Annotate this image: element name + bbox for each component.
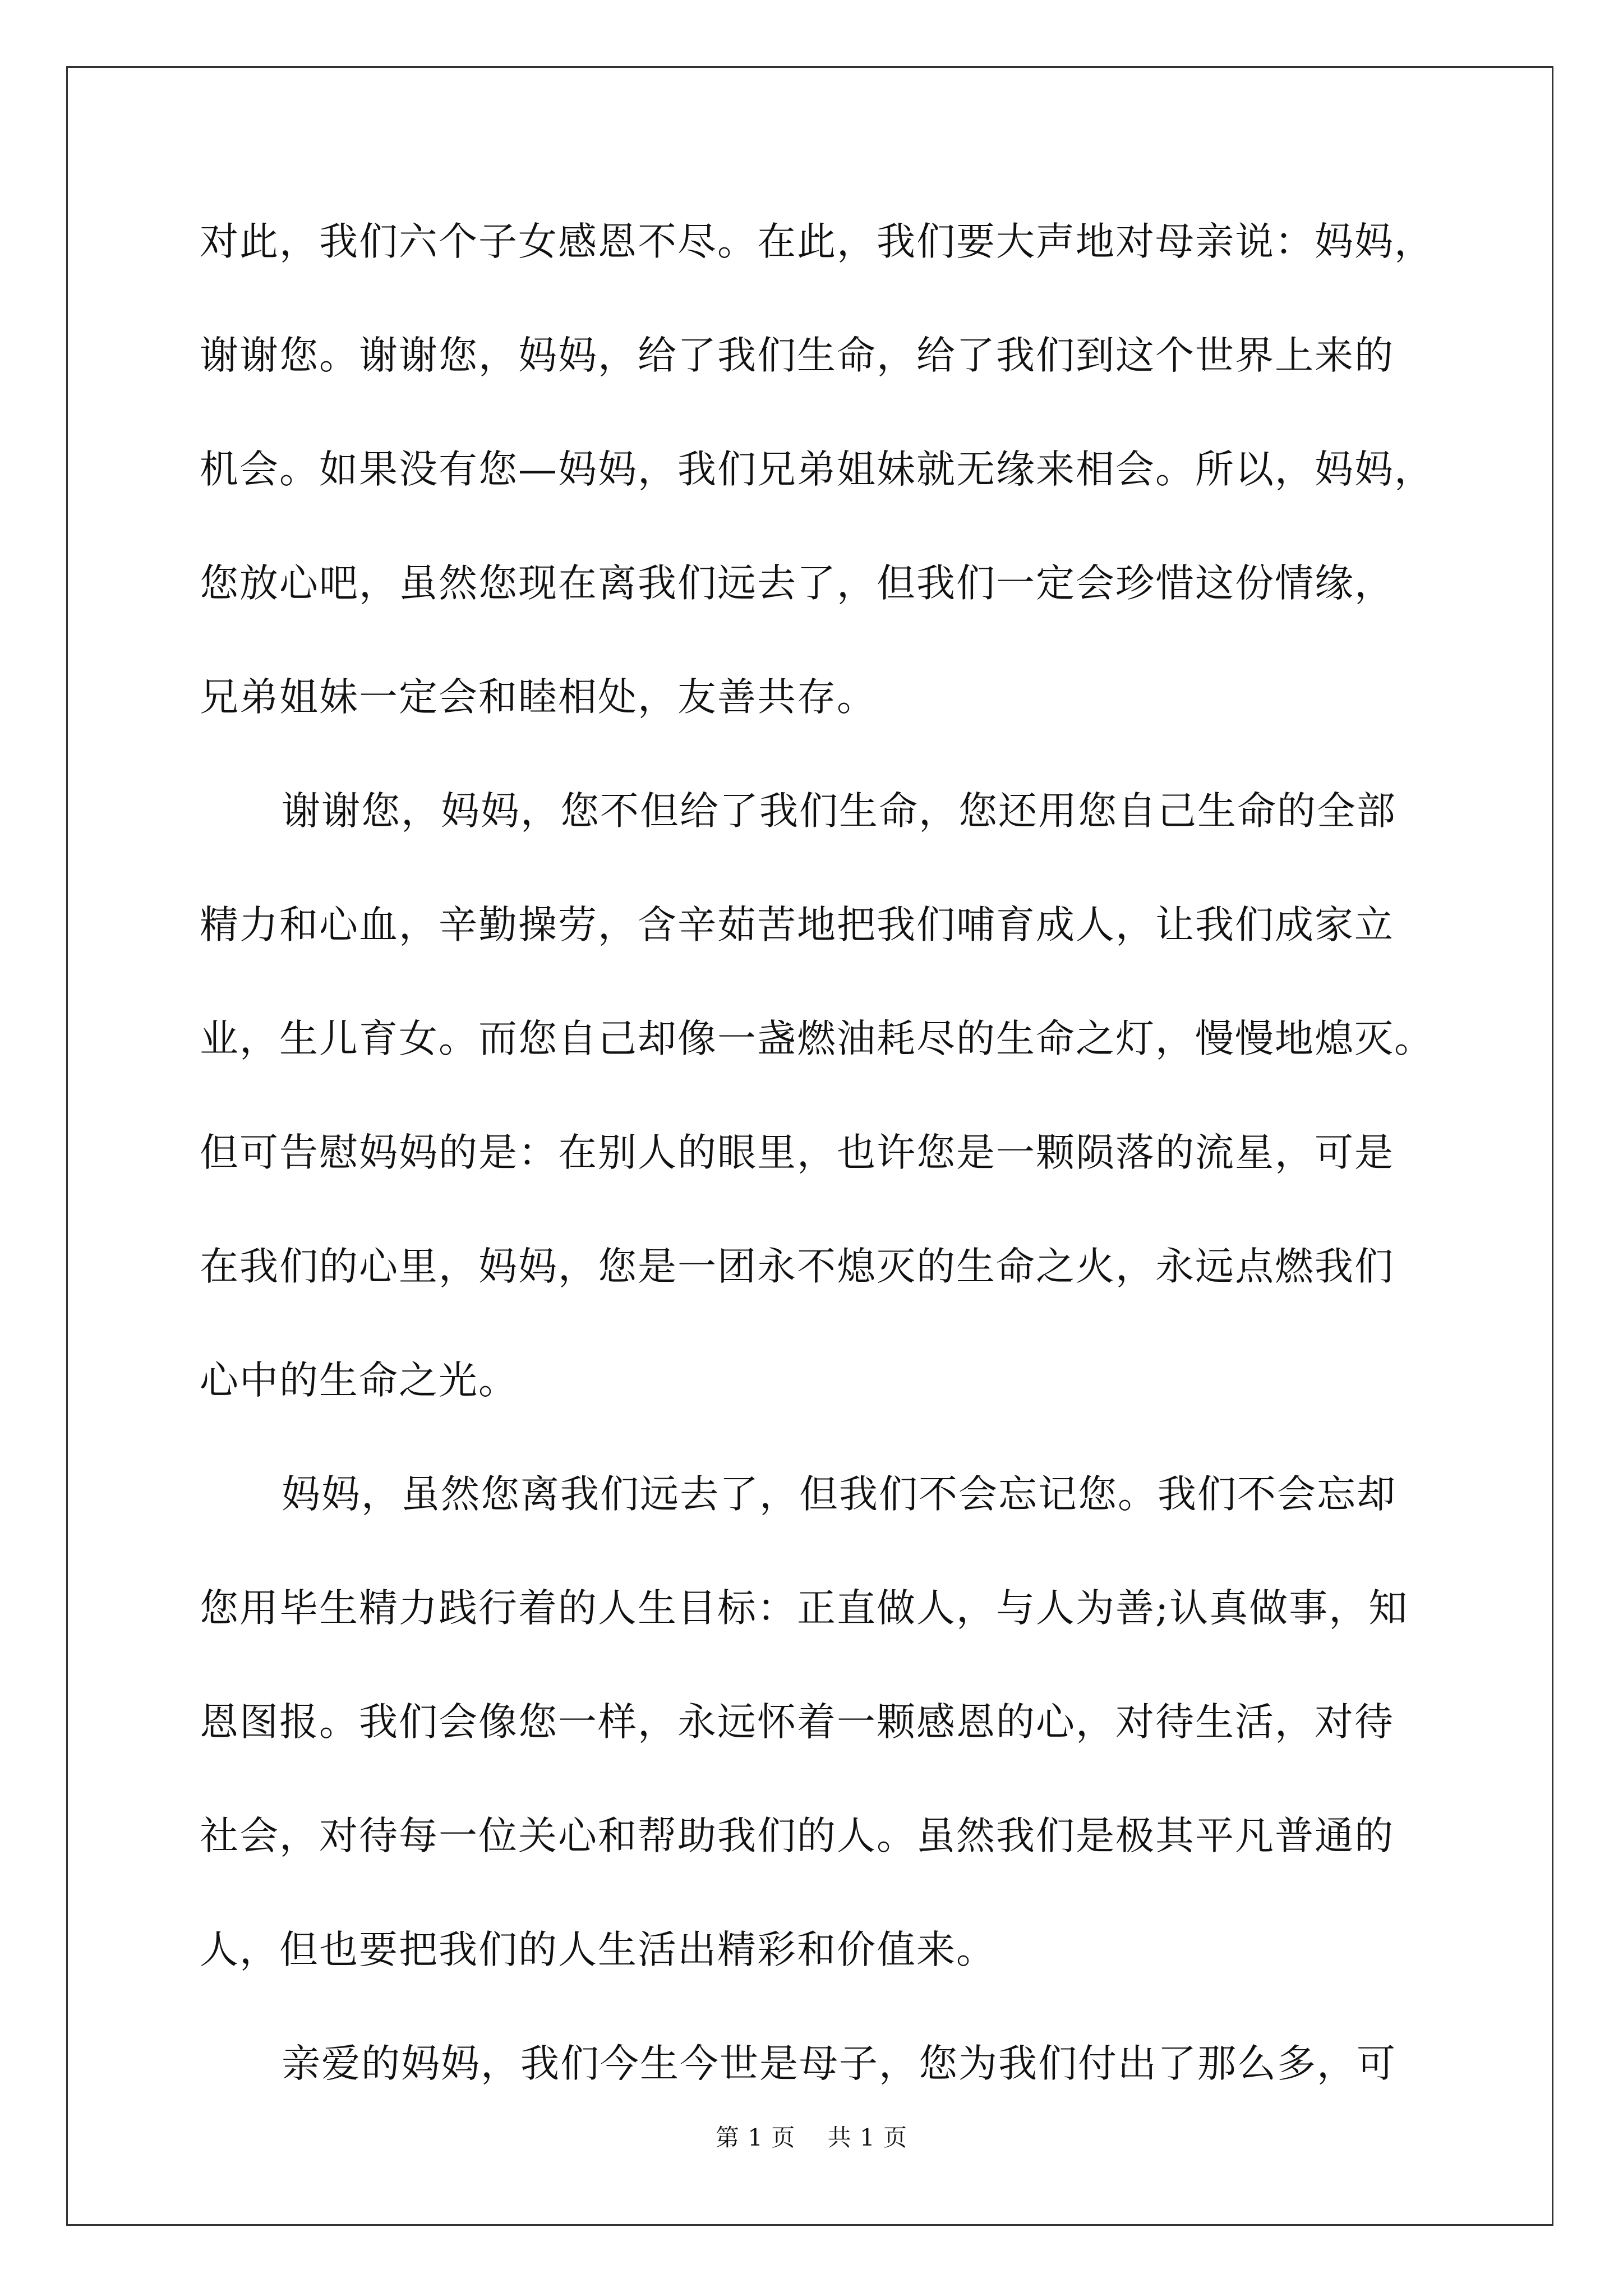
text-line: 人，但也要把我们的人生活出精彩和价值来。 (200, 1927, 996, 1972)
text-line: 业，生儿育女。而您自己却像一盏燃油耗尽的生命之灯，慢慢地熄灭。 (200, 1016, 1434, 1061)
text-line: 您用毕生精力践行着的人生目标：正直做人，与人为善;认真做事，知 (200, 1586, 1409, 1631)
text-line: 但可告慰妈妈的是：在别人的眼里，也许您是一颗陨落的流星，可是 (200, 1130, 1394, 1175)
text-line: 亲爱的妈妈，我们今生今世是母子，您为我们付出了那么多，可 (282, 2041, 1396, 2086)
text-line: 恩图报。我们会像您一样，永远怀着一颗感恩的心，对待生活，对待 (200, 1700, 1394, 1745)
text-line: 心中的生命之光。 (200, 1358, 518, 1403)
paragraph (200, 754, 1456, 1438)
text-line: 谢谢您，妈妈，您不但给了我们生命，您还用您自己生命的全部 (282, 789, 1396, 834)
paragraph (200, 2007, 1456, 2121)
text-line: 社会，对待每一位关心和帮助我们的人。虽然我们是极其平凡普通的 (200, 1814, 1394, 1858)
text-line: 您放心吧，虽然您现在离我们远去了，但我们一定会珍惜这份情缘， (200, 561, 1394, 606)
text-line: 精力和心血，辛勤操劳，含辛茹苦地把我们哺育成人，让我们成家立 (200, 903, 1394, 947)
text-line: 兄弟姐妹一定会和睦相处，友善共存。 (200, 675, 877, 720)
page-footer: 第 1 页 共 1 页 (715, 2124, 908, 2151)
paragraph (200, 1438, 1456, 2007)
text-line: 机会。如果没有您—妈妈，我们兄弟姐妹就无缘来相会。所以，妈妈， (200, 447, 1434, 492)
text-line: 谢谢您。谢谢您，妈妈，给了我们生命，给了我们到这个世界上来的 (200, 333, 1394, 378)
text-line: 在我们的心里，妈妈，您是一团永不熄灭的生命之火，永远点燃我们 (200, 1244, 1394, 1289)
text-line: 对此，我们六个子女感恩不尽。在此，我们要大声地对母亲说：妈妈， (200, 219, 1434, 264)
text-line: 妈妈，虽然您离我们远去了，但我们不会忘记您。我们不会忘却 (282, 1472, 1396, 1517)
paragraph (200, 185, 1456, 754)
document-body (200, 185, 1456, 2121)
